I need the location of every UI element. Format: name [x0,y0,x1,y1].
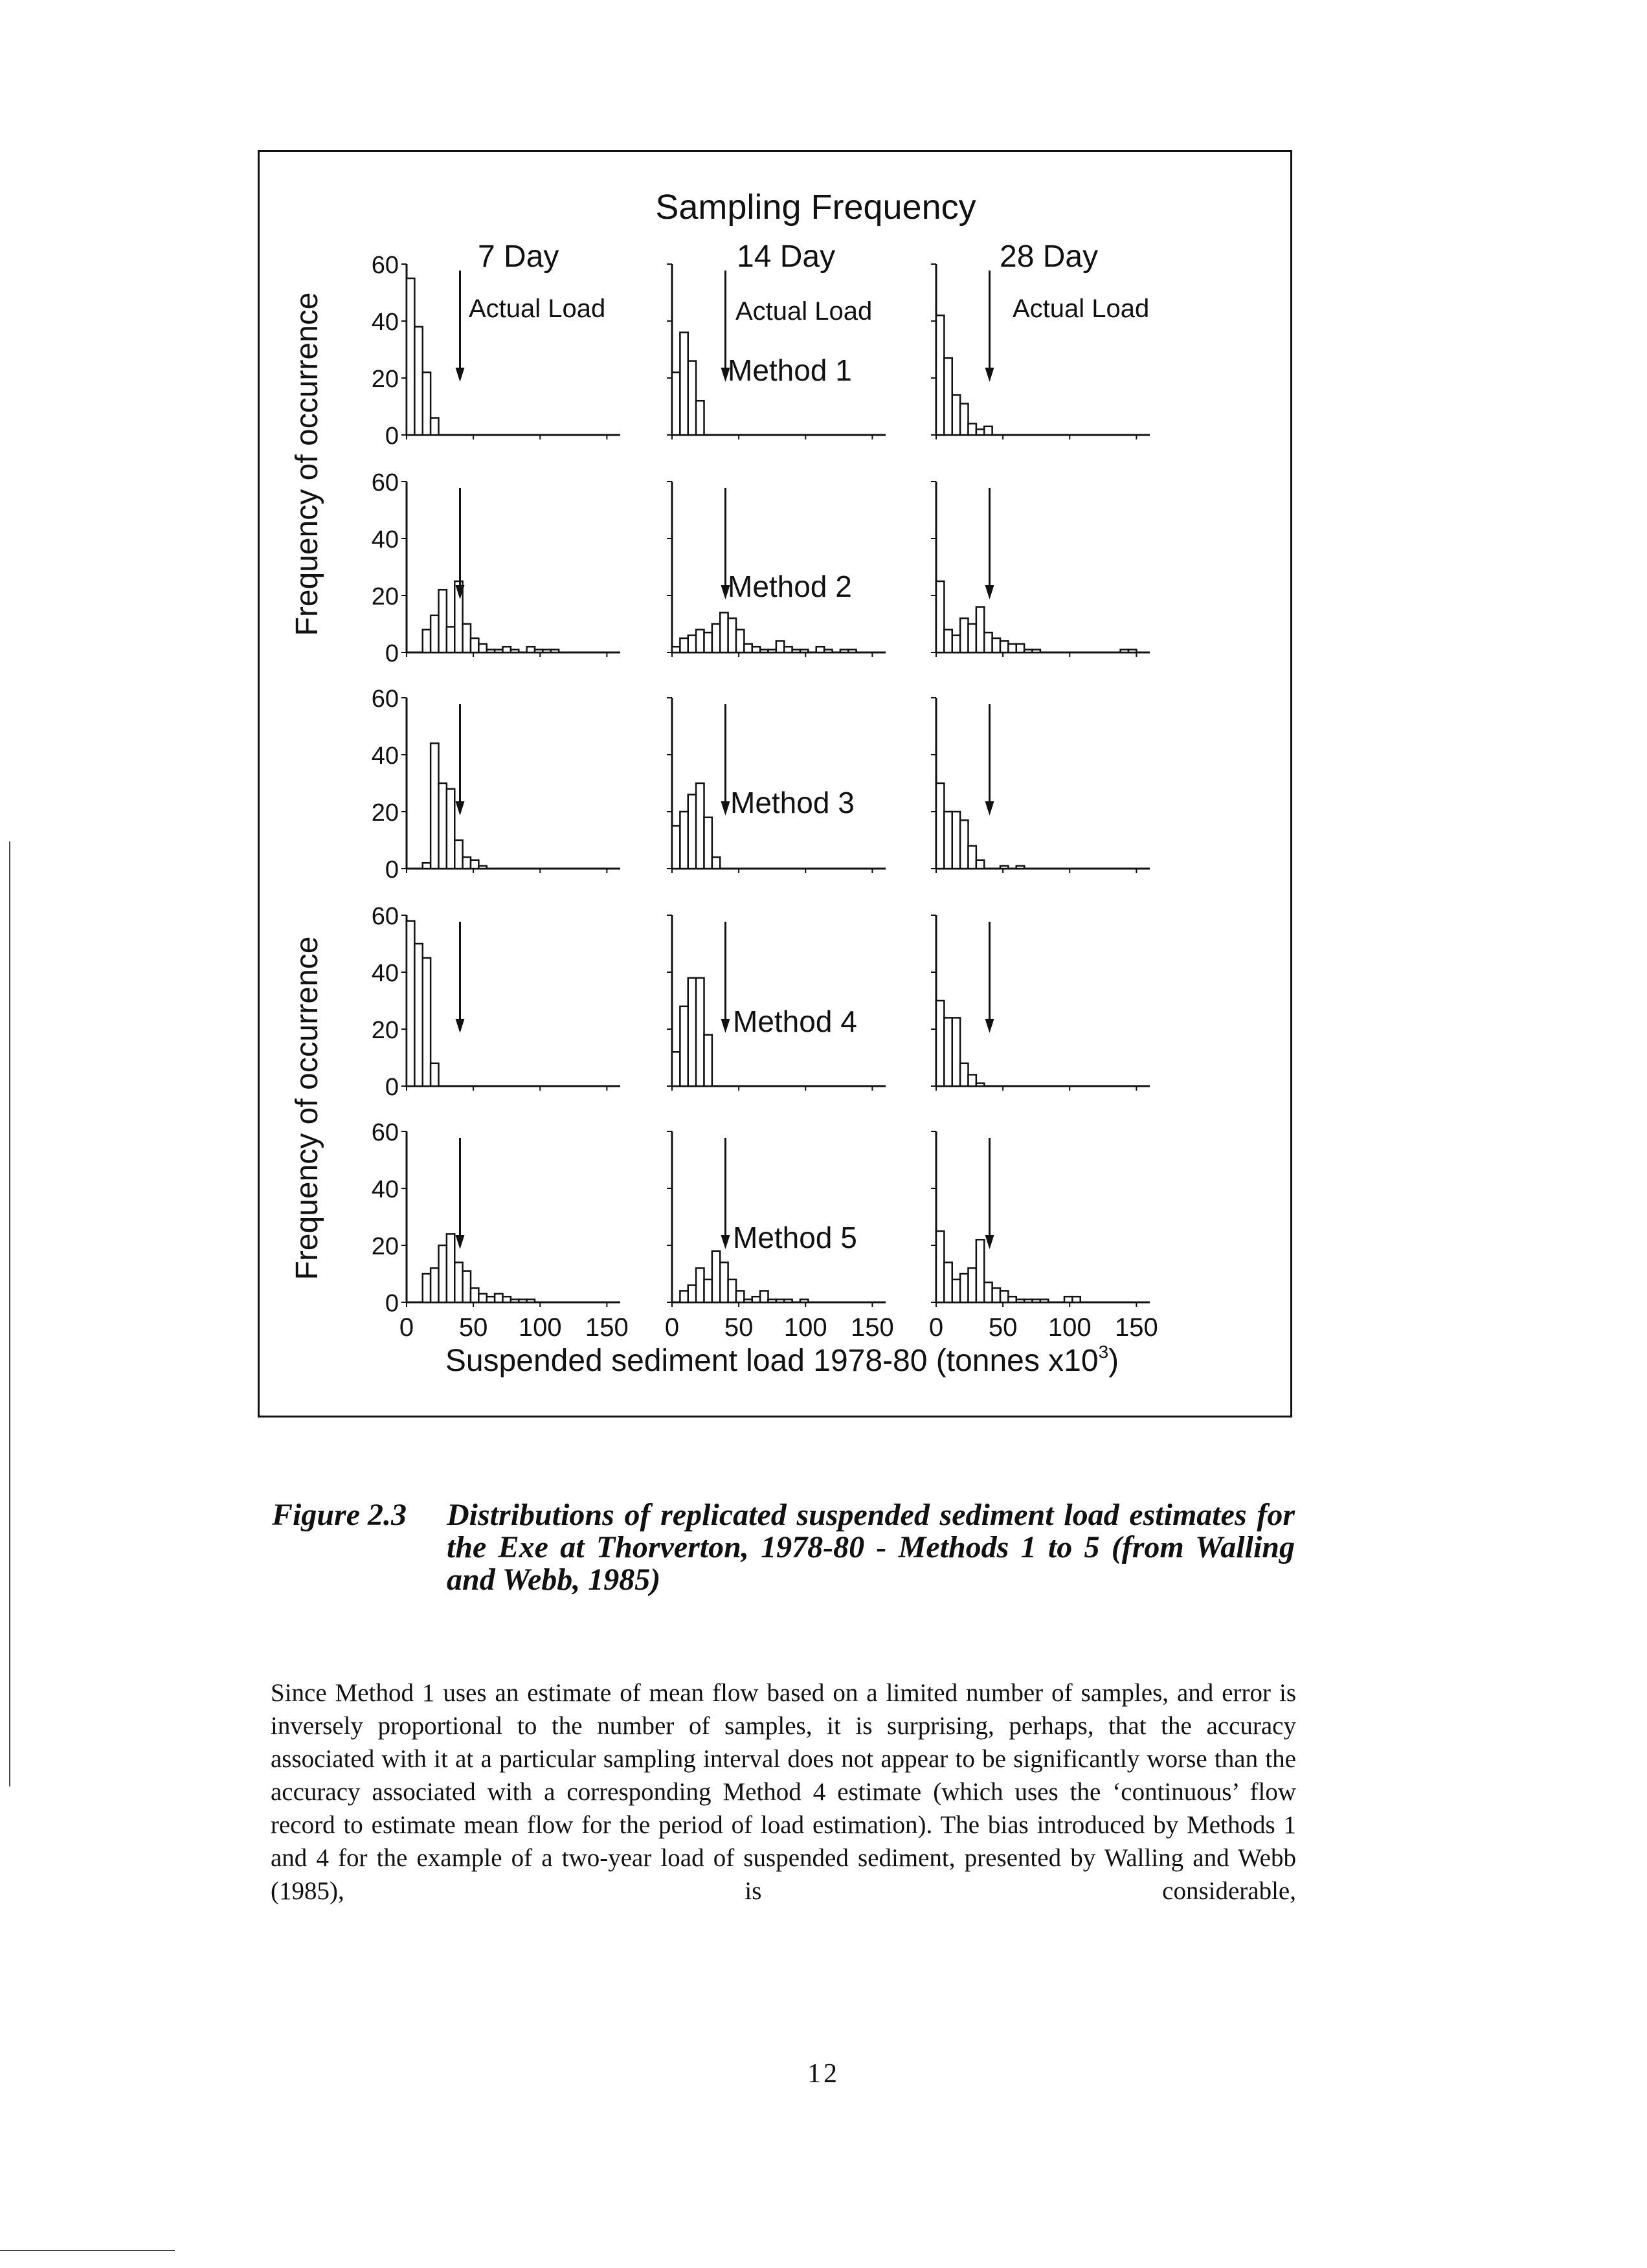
histogram-bar [976,607,984,652]
histogram-bar [816,647,824,652]
histogram-bar [969,423,976,435]
y-tick-label: 20 [371,366,399,393]
histogram-bar [952,395,960,435]
y-tick-label: 20 [371,1017,399,1044]
histogram-bar [752,647,760,652]
histogram-bar [744,644,752,652]
histogram-bar [776,1300,784,1302]
x-tick-label: 50 [458,1313,488,1342]
histogram-bar [760,1291,768,1302]
histogram-bar [848,650,856,652]
histogram-bar [752,1296,760,1302]
y-axis-label-lower: Frequency of occurrence [290,936,324,1280]
x-tick-label: 100 [518,1313,562,1342]
histogram-bar [543,650,550,652]
y-tick-label: 60 [371,1119,399,1146]
histogram-bar [960,404,968,435]
x-tick-label: 0 [399,1313,414,1342]
x-tick-label: 150 [1115,1313,1158,1342]
x-axis-label [445,1342,1119,1378]
histogram-bar [672,826,680,869]
histogram-bar [768,650,776,652]
y-tick-label: 60 [371,685,399,713]
y-axis-label-upper: Frequency of occurrence [290,292,324,636]
column-label-28-day: 28 Day [1000,239,1099,274]
histogram-bar [414,327,422,435]
histogram-bar [688,1285,696,1302]
histogram-bar [463,1271,471,1302]
x-tick-label: 0 [664,1313,680,1342]
histogram-bar [712,857,720,869]
caption-text: Distributions of replicated suspended sediment load estimates for the Exe at Thorverton, 1978-80 - Methods 1 to 5 (from Walling and Webb, 1985) [447,1498,1295,1597]
histogram-bar [720,1262,728,1302]
histogram-bar [696,1268,704,1302]
histogram-bar [535,650,543,652]
histogram-bar [414,944,422,1086]
actual-load-label-28-day: Actual Load [1013,295,1150,323]
histogram-bar [936,783,944,869]
histogram-bar [792,650,800,652]
histogram-bar [423,372,431,435]
histogram-bar [454,1262,462,1302]
histogram-bar [984,427,992,435]
actual-load-label-7-day: Actual Load [469,295,606,323]
histogram-bar [1008,644,1016,652]
histogram-bar [1000,641,1008,652]
histogram-bar [478,644,486,652]
histogram-bar [696,978,704,1086]
histogram-bar [463,624,471,652]
histogram-bar [463,857,471,869]
y-tick-label: 60 [371,469,399,496]
histogram-bar [680,1291,688,1302]
histogram-bar [760,650,768,652]
histogram-bar [704,817,712,869]
histogram-bar [704,632,712,652]
histogram-bar [431,743,438,869]
y-tick-label: 20 [371,1233,399,1260]
x-tick-label: 50 [724,1313,754,1342]
histogram-bar [712,624,720,652]
method-label-2: Method 2 [728,570,852,603]
histogram-bar [1008,1296,1016,1302]
histogram-bar [1016,644,1024,652]
histogram-bar [720,612,728,652]
actual-load-arrowhead [721,1019,730,1033]
histogram-bar [1016,866,1024,869]
histogram-bar [712,1251,720,1302]
caption-label: Figure 2.3 [272,1498,407,1532]
histogram-bar [447,789,454,869]
histogram-bar [431,616,438,652]
y-tick-label: 40 [371,526,399,553]
histogram-bar [952,1280,960,1302]
histogram-bar [976,1240,984,1302]
histogram-bar [992,1288,1000,1302]
histogram-bar [704,1280,712,1302]
histogram-bar [952,1017,960,1086]
histogram-bar [840,650,848,652]
histogram-bar [768,1300,776,1302]
actual-load-arrowhead [721,1235,730,1249]
histogram-bar [423,630,431,652]
column-label-7-day: 7 Day [478,239,559,274]
histogram-bar [519,1300,526,1302]
y-tick-label: 40 [371,309,399,336]
actual-load-label-14-day: Actual Load [735,297,873,326]
histogram-bar [728,1280,736,1302]
histogram-bar [960,1063,968,1086]
histogram-bar [969,624,976,652]
histogram-bar [1000,866,1008,869]
histogram-bar [1016,1300,1024,1302]
histogram-bar [969,1074,976,1086]
y-tick-label: 0 [385,856,399,884]
histogram-bar [1033,1300,1040,1302]
histogram-bar [936,1231,944,1302]
histogram-bar [487,1296,495,1302]
histogram-bar [439,590,447,652]
histogram-bar [431,418,438,435]
actual-load-arrowhead [985,1235,994,1249]
histogram-bar [431,1268,438,1302]
y-tick-label: 60 [371,252,399,279]
x-axis-label-main: Suspended sediment load 1978-80 (tonnes x10 [445,1344,1099,1378]
margin-scan-line [9,841,10,1786]
histogram-bar [423,958,431,1086]
x-axis-label-end: ) [1108,1344,1119,1378]
histogram-bar [800,1300,808,1302]
histogram-bar [407,921,414,1086]
y-tick-label: 40 [371,742,399,770]
histogram-bar [1121,650,1128,652]
y-tick-label: 0 [385,640,399,667]
histogram-bar [736,1291,744,1302]
histogram-bar [784,1300,792,1302]
histogram-bar [495,1294,502,1302]
histogram-bar [800,650,808,652]
histogram-bar [551,650,559,652]
histogram-bar [1033,650,1040,652]
histogram-bar [511,1300,519,1302]
histogram-bar [503,1296,511,1302]
histogram-bar [511,650,519,652]
actual-load-arrowhead [456,368,465,382]
histogram-bar [478,1294,486,1302]
histogram-bar [478,866,486,869]
histogram-bar [960,1274,968,1302]
histogram-bar [680,333,688,435]
histogram-bar [680,1006,688,1086]
histogram-bar [696,630,704,652]
histogram-bar [976,860,984,869]
histogram-bar [944,1262,952,1302]
histogram-bar [439,783,447,869]
histogram-bar [407,278,414,435]
actual-load-arrowhead [985,585,994,599]
method-label-4: Method 4 [733,1005,857,1038]
histogram-bar [423,1274,431,1302]
histogram-bar [944,1017,952,1086]
histogram-bar [527,647,535,652]
histogram-bar [936,315,944,435]
footer-rule [0,2250,175,2251]
x-tick-label: 150 [585,1313,629,1342]
histogram-bar [992,638,1000,652]
x-tick-label: 100 [783,1313,827,1342]
actual-load-arrowhead [721,801,730,816]
histogram-bar [784,647,792,652]
histogram-bar [824,650,832,652]
histogram-bar [696,783,704,869]
method-label-3: Method 3 [730,786,855,819]
actual-load-arrowhead [456,801,465,816]
y-tick-label: 0 [385,423,399,450]
x-axis-label-superscript: 3 [1098,1342,1109,1362]
histogram-figure [258,150,1292,1418]
histogram-bar [952,636,960,652]
actual-load-arrowhead [985,1019,994,1033]
histogram-bar [1072,1296,1080,1302]
histogram-bar [495,650,502,652]
histogram-bar [471,860,478,869]
page-number: 12 [807,2059,840,2089]
histogram-bar [952,812,960,869]
histogram-bar [960,820,968,869]
y-tick-label: 20 [371,799,399,827]
histogram-bar [728,618,736,652]
actual-load-arrowhead [456,1235,465,1249]
histogram-bar [672,372,680,435]
histogram-bar [439,1245,447,1302]
figure-title: Sampling Frequency [655,188,976,227]
y-tick-label: 0 [385,1290,399,1317]
histogram-bar [447,1234,454,1302]
histogram-bar [471,1288,478,1302]
histogram-bar [744,1300,752,1302]
x-tick-label: 100 [1048,1313,1092,1342]
x-tick-label: 50 [988,1313,1018,1342]
histogram-bar [471,638,478,652]
histogram-bar [936,1001,944,1086]
histogram-bar [736,630,744,652]
histogram-bar [447,627,454,652]
histogram-bar [688,361,696,435]
histogram-bar [1024,1300,1032,1302]
histogram-bar [704,1035,712,1086]
histogram-bar [688,636,696,652]
histogram-bar [776,641,784,652]
column-label-14-day: 14 Day [737,239,836,274]
histogram-bar [976,1084,984,1086]
histogram-bar [688,978,696,1086]
histogram-bar [503,647,511,652]
histogram-bar [688,795,696,869]
method-label-1: Method 1 [728,353,852,387]
histogram-bar [969,1268,976,1302]
histogram-bar [976,429,984,435]
histogram-bar [680,638,688,652]
actual-load-arrowhead [985,368,994,382]
histogram-bar [984,1282,992,1302]
histogram-bar [1000,1291,1008,1302]
method-label-5: Method 5 [733,1221,857,1254]
histogram-bar [936,581,944,652]
x-tick-label: 0 [928,1313,944,1342]
body-paragraph: Since Method 1 uses an estimate of mean flow based on a limited number of samples, and error is inversely proportional to the number of samples, it is surprising, perhaps, that the accuracy associated with it at a particular sampling interval does not appear to be significantly worse than the accuracy associated with a corresponding Method 4 estimate (which uses the ‘continuous’ flow record to estimate mean flow for the period of load estimation). The bias introduced by Methods 1 and 4 for the example of a two-year load of suspended sediment, presented by Walling and Webb (1985), is considerable, [271,1679,1296,1905]
histogram-bar [696,401,704,435]
histogram-bar [944,812,952,869]
histogram-bar [984,632,992,652]
histogram-bar [454,840,462,869]
actual-load-arrowhead [985,801,994,816]
histogram-bar [672,1052,680,1086]
y-tick-label: 0 [385,1074,399,1101]
histogram-bar [672,647,680,652]
histogram-bar [487,650,495,652]
histogram-bar [680,812,688,869]
histogram-bar [1064,1296,1072,1302]
actual-load-arrowhead [456,1019,465,1033]
y-tick-label: 40 [371,960,399,987]
histogram-bar [944,358,952,435]
histogram-bar [423,863,431,869]
histogram-bar [960,618,968,652]
histogram-bar [431,1063,438,1086]
x-tick-label: 150 [851,1313,894,1342]
histogram-bar [1128,650,1136,652]
y-tick-label: 40 [371,1176,399,1203]
histogram-bar [1040,1300,1048,1302]
histogram-bar [1024,650,1032,652]
y-tick-label: 60 [371,903,399,930]
y-tick-label: 20 [371,583,399,610]
histogram-bar [969,846,976,869]
histogram-bar [527,1300,535,1302]
histogram-bar [944,630,952,652]
